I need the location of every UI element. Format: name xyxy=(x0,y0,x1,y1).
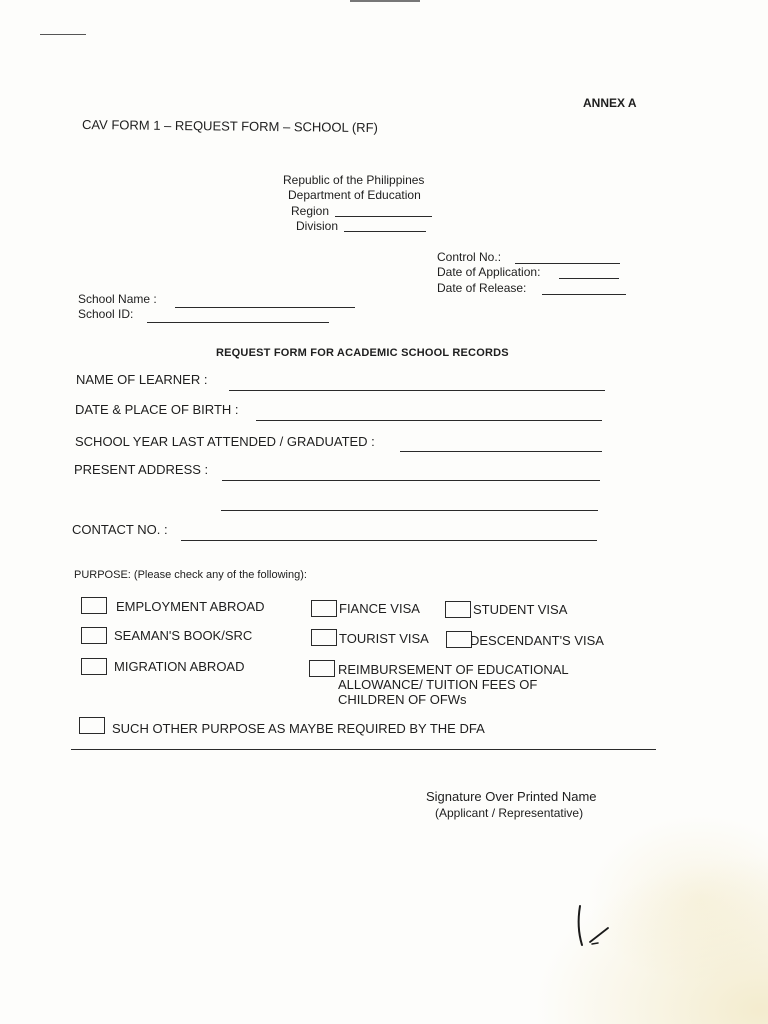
annex-label: ANNEX A xyxy=(583,96,637,110)
reimbursement-checkbox[interactable] xyxy=(309,660,335,677)
scan-mark-top-center xyxy=(350,0,420,2)
control-no-label: Control No.: xyxy=(437,250,502,264)
date-application-label: Date of Application: xyxy=(437,265,541,279)
reimbursement-label-line1: REIMBURSEMENT OF EDUCATIONAL xyxy=(338,662,569,677)
form-title: CAV FORM 1 – REQUEST FORM – SCHOOL (RF) xyxy=(81,117,378,136)
contact-label: CONTACT NO. : xyxy=(72,522,168,537)
seamans-book-label: SEAMAN'S BOOK/SRC xyxy=(114,628,253,643)
school-year-label: SCHOOL YEAR LAST ATTENDED / GRADUATED : xyxy=(75,434,375,449)
address-field-line2[interactable] xyxy=(221,510,598,511)
purpose-heading: PURPOSE: (Please check any of the following): xyxy=(74,569,307,581)
date-application-field[interactable] xyxy=(559,278,619,279)
region-field[interactable] xyxy=(335,216,432,217)
descendants-visa-checkbox[interactable] xyxy=(446,631,472,648)
contact-field[interactable] xyxy=(181,540,597,541)
school-name-field[interactable] xyxy=(175,307,355,308)
other-purpose-checkbox[interactable] xyxy=(79,717,105,734)
tourist-visa-label: TOURIST VISA xyxy=(339,631,429,646)
handwritten-mark-icon xyxy=(570,898,620,950)
scan-mark-top-left xyxy=(40,34,86,35)
department-label: Department of Education xyxy=(288,188,421,202)
division-field[interactable] xyxy=(344,231,426,232)
student-visa-label: STUDENT VISA xyxy=(473,602,568,617)
republic-label: Republic of the Philippines xyxy=(283,173,425,187)
migration-abroad-label: MIGRATION ABROAD xyxy=(114,659,245,674)
date-release-label: Date of Release: xyxy=(437,281,527,295)
seamans-book-checkbox[interactable] xyxy=(81,627,107,644)
birth-field[interactable] xyxy=(256,420,602,421)
divider-line xyxy=(71,749,656,750)
address-field-line1[interactable] xyxy=(222,480,600,481)
reimbursement-label-line3: CHILDREN OF OFWs xyxy=(338,692,467,707)
employment-abroad-checkbox[interactable] xyxy=(81,597,107,614)
section-title: REQUEST FORM FOR ACADEMIC SCHOOL RECORDS xyxy=(216,347,509,359)
learner-name-field[interactable] xyxy=(229,390,605,391)
signature-sublabel: (Applicant / Representative) xyxy=(435,806,584,820)
signature-label: Signature Over Printed Name xyxy=(426,789,597,804)
school-id-field[interactable] xyxy=(147,322,329,323)
other-purpose-label: SUCH OTHER PURPOSE AS MAYBE REQUIRED BY THE DFA xyxy=(112,721,485,736)
fiance-visa-checkbox[interactable] xyxy=(311,600,337,617)
control-no-field[interactable] xyxy=(515,263,620,264)
address-label: PRESENT ADDRESS : xyxy=(74,462,209,477)
student-visa-checkbox[interactable] xyxy=(445,601,471,618)
division-label: Division xyxy=(296,219,339,233)
employment-abroad-label: EMPLOYMENT ABROAD xyxy=(116,599,265,614)
tourist-visa-checkbox[interactable] xyxy=(311,629,337,646)
school-name-label: School Name : xyxy=(78,292,157,306)
descendants-visa-label: DESCENDANT'S VISA xyxy=(470,633,604,648)
date-release-field[interactable] xyxy=(542,294,626,295)
learner-name-label: NAME OF LEARNER : xyxy=(76,372,208,387)
region-label: Region xyxy=(291,204,330,218)
birth-label: DATE & PLACE OF BIRTH : xyxy=(75,402,239,417)
fiance-visa-label: FIANCE VISA xyxy=(339,601,420,616)
school-id-label: School ID: xyxy=(78,307,134,321)
migration-abroad-checkbox[interactable] xyxy=(81,658,107,675)
school-year-field[interactable] xyxy=(400,451,602,452)
reimbursement-label-line2: ALLOWANCE/ TUITION FEES OF xyxy=(338,677,538,692)
